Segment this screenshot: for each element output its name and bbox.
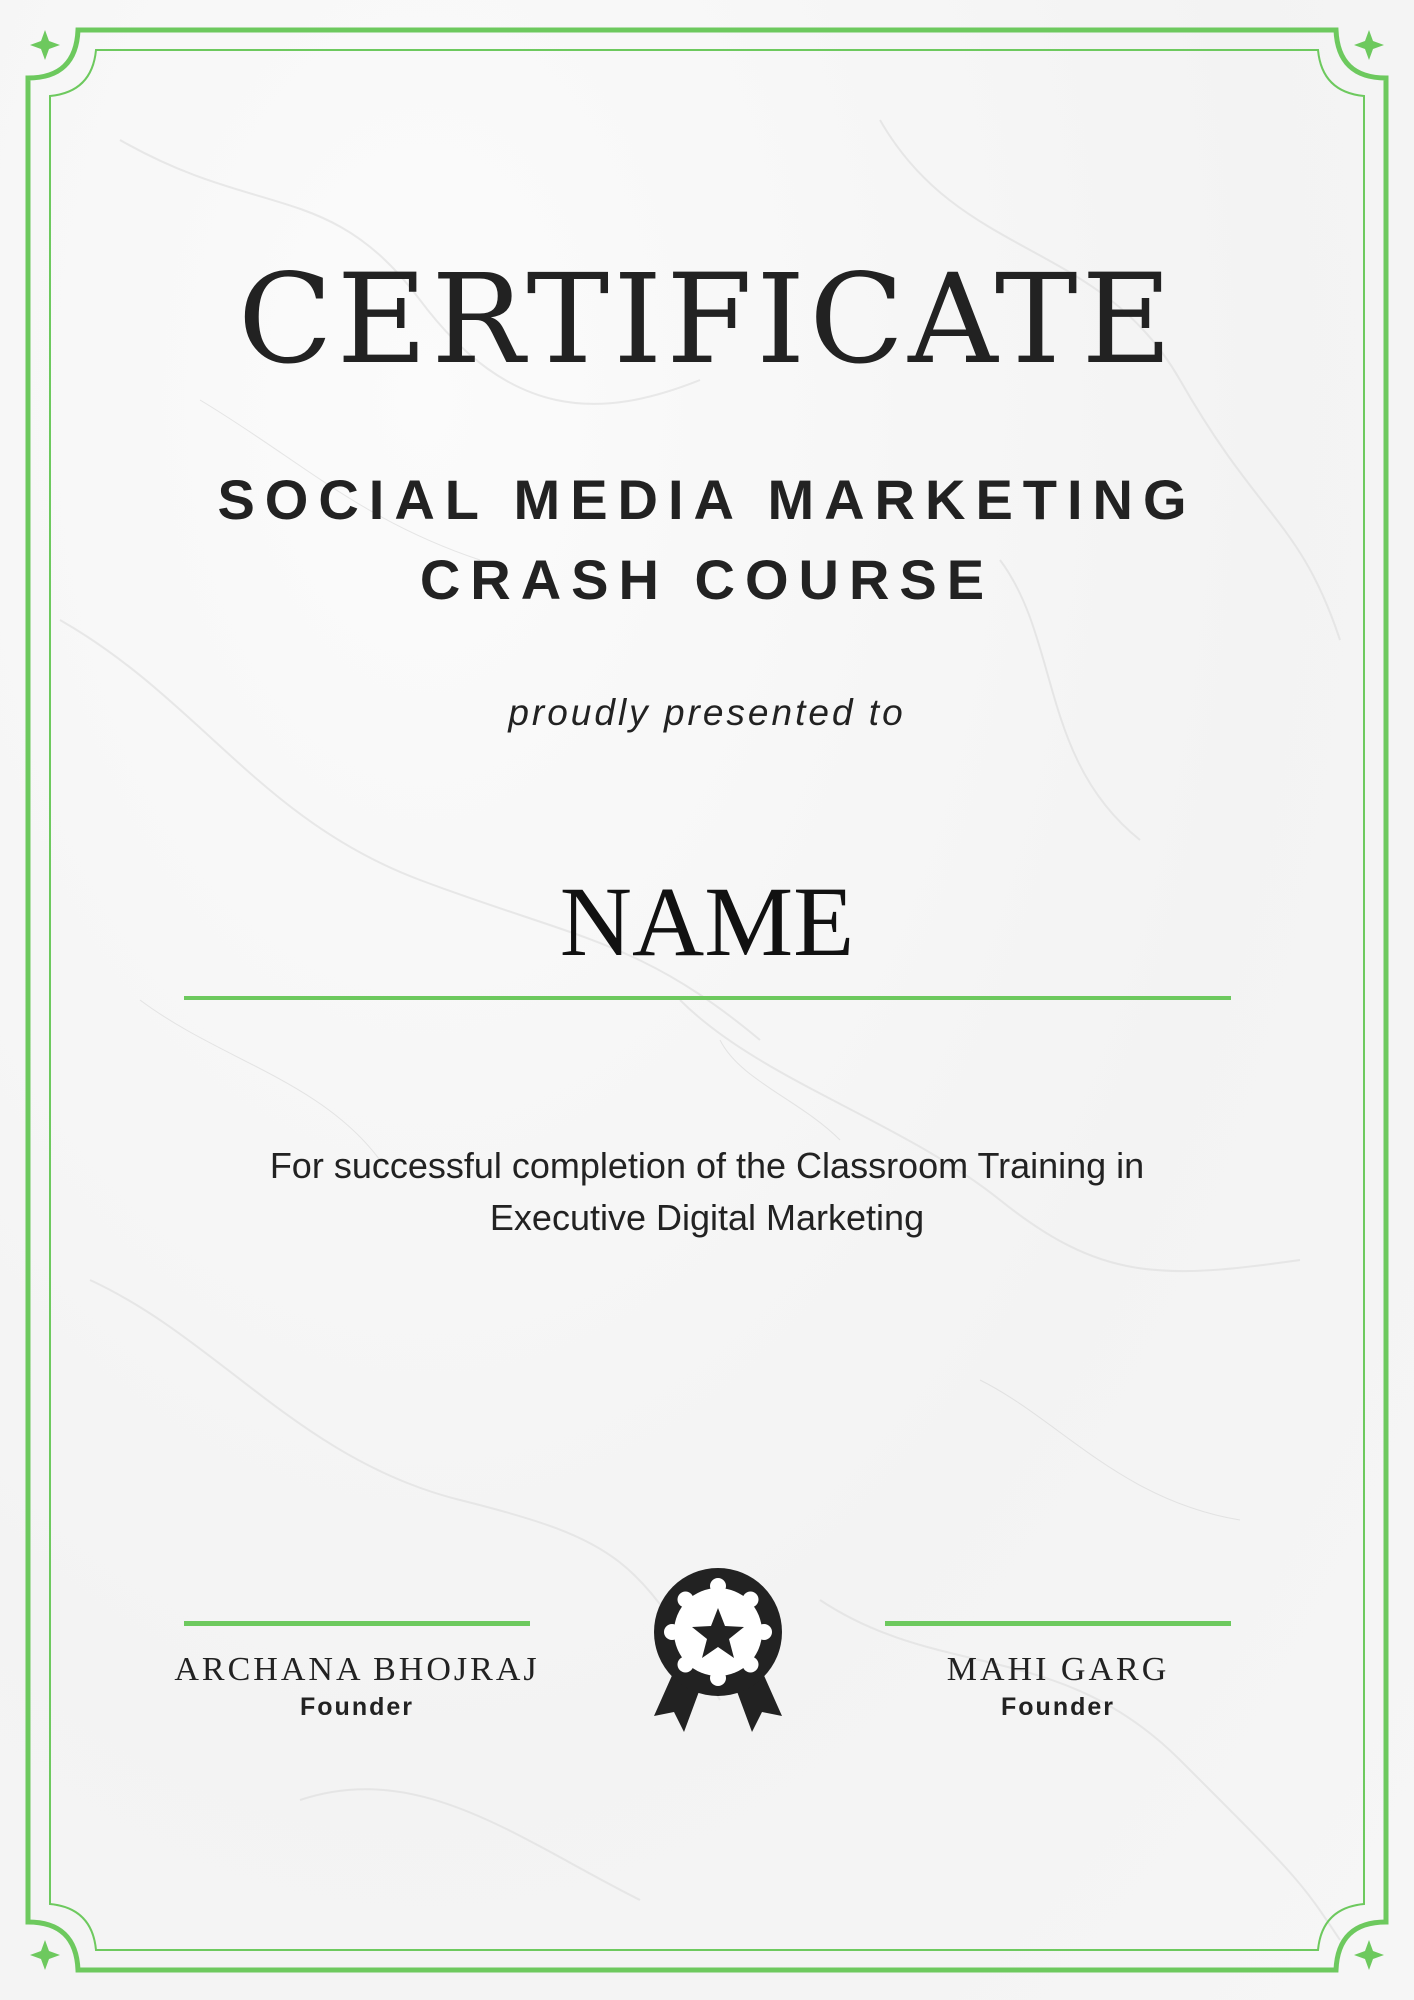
recipient-name: NAME — [559, 866, 855, 977]
presented-to-text: proudly presented to — [508, 692, 906, 733]
signatory-name-left: ARCHANA BHOJRAJ — [174, 1651, 540, 1688]
description-line-1: For successful completion of the Classroom Training in — [269, 1145, 1145, 1186]
corner-star-icon-top-right — [1354, 30, 1384, 60]
course-title-line-2: CRASH COURSE — [419, 548, 995, 611]
signature-line-right — [885, 1621, 1231, 1626]
corner-star-icon-bottom-right — [1354, 1940, 1384, 1970]
certificate-title: CERTIFICATE — [237, 248, 1177, 392]
course-title — [0, 460, 1414, 620]
completion-description — [200, 1140, 1214, 1244]
corner-star-icon-top-left — [30, 30, 60, 60]
signatory-name-right: MAHI GARG — [946, 1651, 1170, 1688]
signature-line-left — [184, 1621, 530, 1626]
signatory-role-right: Founder — [1001, 1693, 1115, 1721]
corner-star-icon-bottom-left — [30, 1940, 60, 1970]
award-ribbon-star-icon — [648, 1566, 788, 1740]
description-line-2: Executive Digital Marketing — [489, 1197, 925, 1238]
signatory-role-left: Founder — [300, 1693, 414, 1721]
course-title-line-1: SOCIAL MEDIA MARKETING — [217, 468, 1197, 531]
name-underline — [184, 996, 1231, 1000]
